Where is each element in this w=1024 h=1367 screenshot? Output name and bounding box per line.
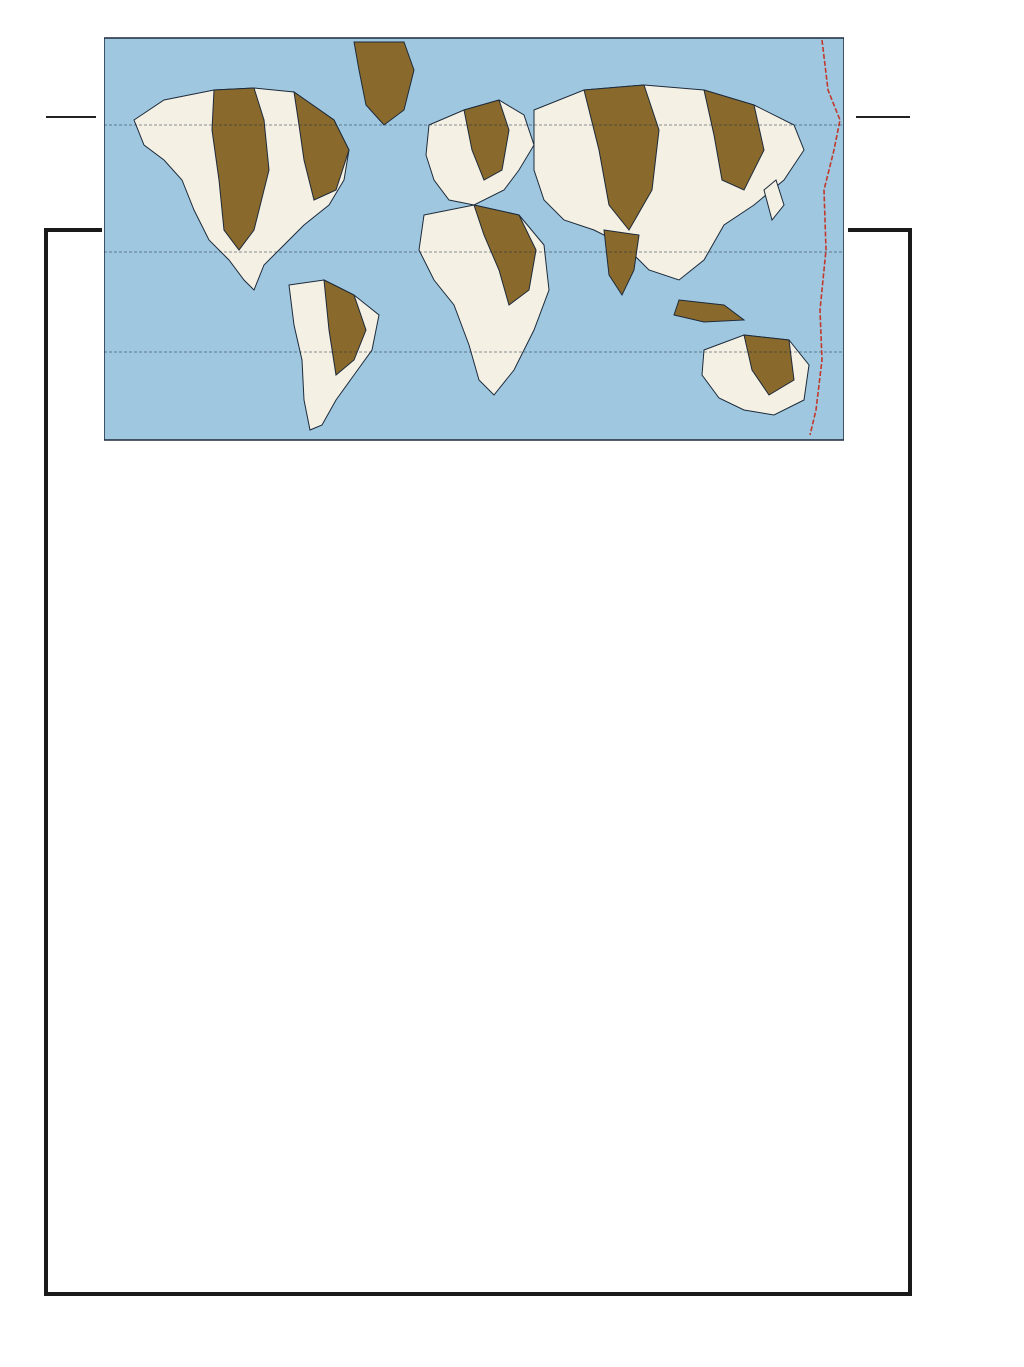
listing-frame <box>44 228 912 1296</box>
frame-top-left <box>44 228 102 232</box>
right-rule <box>856 116 910 118</box>
frame-top-right <box>848 228 912 232</box>
left-rule <box>46 116 96 118</box>
